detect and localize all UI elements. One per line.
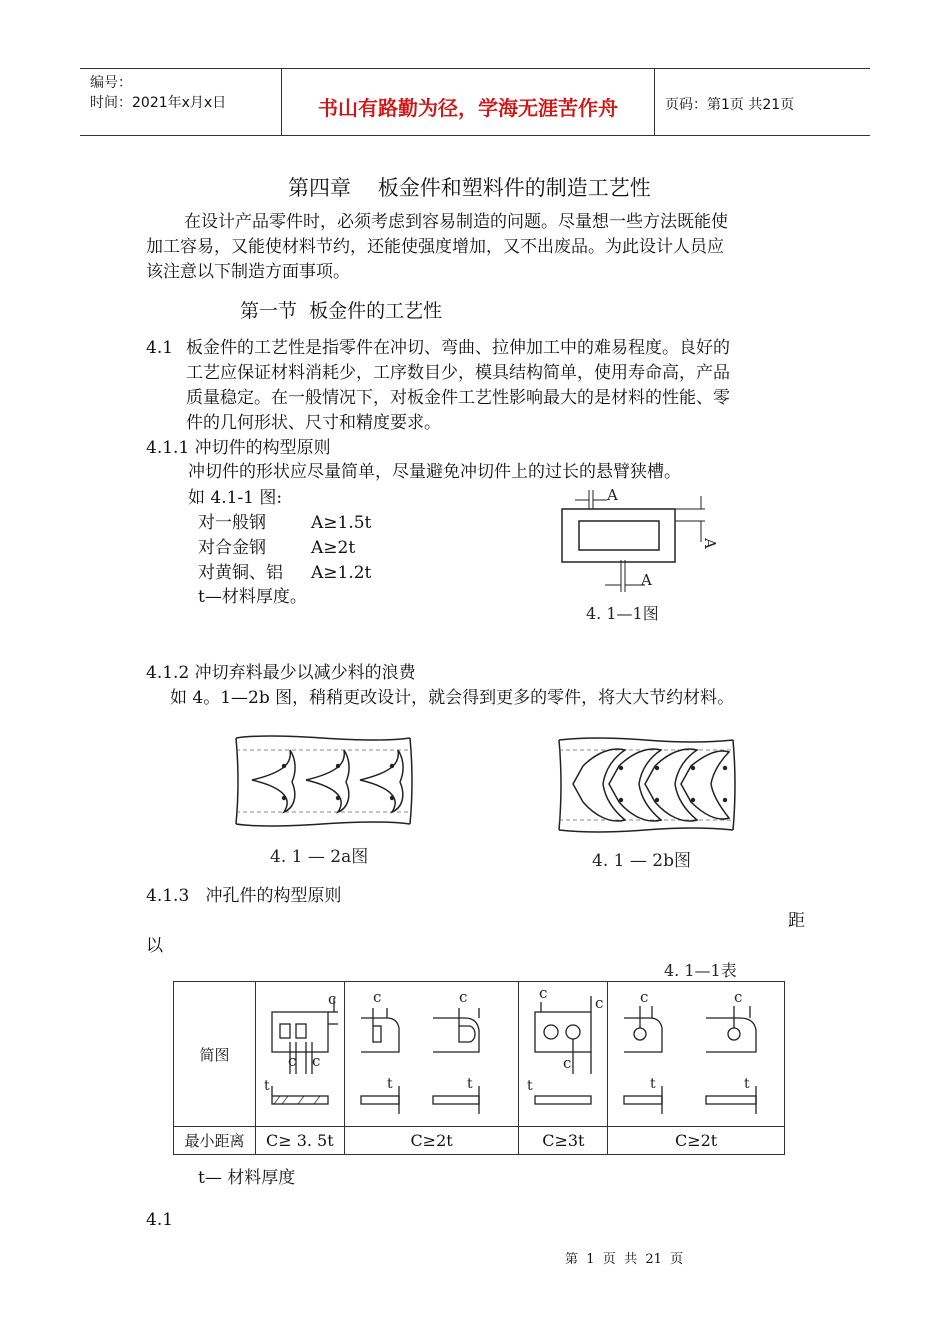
dim-c-label: c	[595, 994, 604, 1012]
figure-4-1-2a-caption: 4. 1 — 2a图	[270, 847, 369, 867]
section-4-1-3-fragment-right: 距	[788, 911, 805, 931]
material-row-1-value: A≥1.5t	[311, 513, 372, 533]
dim-t-label: t	[527, 1078, 533, 1094]
material-row-2-name: 对合金钢	[198, 538, 266, 558]
header-bottom-rule	[80, 135, 870, 136]
section-4-1-4-number: 4.1	[146, 1210, 174, 1230]
dim-t-label: t	[263, 1078, 270, 1094]
figure-4-1-2b	[555, 736, 737, 836]
dim-c-label: c	[311, 1052, 321, 1070]
intro-line-2: 加工容易，又能使材料节约，还能使强度增加，又不出废品。为此设计人员应	[146, 237, 724, 257]
section-4-1-1-desc: 冲切件的形状应尽量简单，尽量避免冲切件上的过长的悬臂狭槽。	[188, 462, 681, 482]
document-time-label: 时间：2021年x月x日	[90, 95, 227, 111]
section-4-1-line-3: 质量稳定。在一般情况下，对板金件工艺性影响最大的是材料的性能、零	[186, 388, 730, 408]
thickness-note: t—材料厚度。	[198, 587, 307, 607]
section-4-1-2-desc: 如 4。1—2b 图，稍稍更改设计，就会得到更多的零件，将大大节约材料。	[170, 688, 735, 708]
dim-c-label: c	[734, 988, 743, 1006]
table-diagram-cell-3	[519, 982, 608, 1127]
dim-c-label: c	[372, 988, 381, 1006]
material-row-1-name: 对一般钢	[198, 513, 266, 533]
chapter-title: 第四章 板金件和塑料件的制造工艺性	[288, 176, 651, 200]
section-4-1-line-1: 板金件的工艺性是指零件在冲切、弯曲、拉伸加工中的难易程度。良好的	[186, 338, 730, 358]
document-number-label: 编号：	[90, 75, 132, 91]
diagram-round-hole-near-bend	[610, 982, 782, 1122]
section-4-1-line-2: 工艺应保证材料消耗少，工序数目少，模具结构简单，使用寿命高，产品	[186, 363, 730, 383]
dim-t-label: t	[466, 1076, 473, 1092]
dim-c-label: c	[563, 1054, 572, 1072]
material-row-3-name: 对黄铜、铝	[198, 563, 283, 583]
dim-t-label: t	[650, 1076, 656, 1092]
header-top-rule	[80, 68, 870, 69]
dim-c-label: c	[640, 988, 649, 1006]
header-page-code: 页码：第1页 共21页	[665, 97, 795, 113]
figure-4-1-1-label-a-top: A	[607, 486, 618, 504]
diagram-round-holes	[521, 982, 605, 1122]
min-distance-value-1: C≥ 3. 5t	[255, 1127, 344, 1155]
table-row-label-min-distance: 最小距离	[174, 1127, 256, 1155]
section-4-1-line-4: 件的几何形状、尺寸和精度要求。	[186, 413, 441, 433]
dim-c-label: c	[458, 988, 467, 1006]
section-4-1-2-title: 4.1.2 冲切弃料最少以减少料的浪费	[146, 663, 416, 683]
material-row-3-value: A≥1.2t	[311, 563, 372, 583]
figure-4-1-1-label-a-right: A	[701, 538, 719, 549]
material-row-2-value: A≥2t	[311, 538, 356, 558]
section-title: 第一节 板金件的工艺性	[240, 300, 443, 322]
table-diagram-cell-4	[608, 982, 785, 1127]
dim-c-label: c	[287, 1052, 297, 1070]
dim-t-label: t	[744, 1076, 750, 1092]
diagram-slots-near-bend	[347, 982, 517, 1122]
min-distance-value-4: C≥2t	[608, 1127, 785, 1155]
section-4-1-1-title: 4.1.1 冲切件的构型原则	[146, 438, 331, 458]
intro-line-1: 在设计产品零件时，必须考虑到容易制造的问题。尽量想一些方法既能使	[184, 212, 728, 232]
dim-t-label: t	[386, 1076, 393, 1092]
page-footer: 第 1 页 共 21 页	[565, 1252, 684, 1267]
table-thickness-note: t— 材料厚度	[198, 1168, 296, 1188]
dim-c-label: c	[539, 984, 548, 1002]
table-row-label-diagram: 简图	[174, 982, 256, 1127]
figure-4-1-1-caption: 4. 1—1图	[586, 604, 659, 623]
figure-4-1-2a	[232, 734, 414, 830]
section-4-1-3-title: 4.1.3 冲孔件的构型原则	[146, 886, 342, 906]
header-motto: 书山有路勤为径，学海无涯苦作舟	[318, 96, 618, 120]
table-diagram-cell-1	[255, 982, 344, 1127]
table-diagram-cell-2	[344, 982, 519, 1127]
diagram-square-holes	[258, 982, 342, 1122]
min-distance-value-3: C≥3t	[519, 1127, 608, 1155]
header-divider-2	[654, 68, 655, 136]
table-4-1-1	[173, 981, 785, 1155]
section-4-1-3-fragment-left: 以	[146, 936, 163, 956]
intro-line-3: 该注意以下制造方面事项。	[146, 262, 350, 282]
figure-4-1-2b-caption: 4. 1 — 2b图	[592, 851, 691, 871]
min-distance-value-2: C≥2t	[344, 1127, 519, 1155]
figure-4-1-1-label-a-bottom: A	[641, 571, 652, 589]
table-4-1-1-caption: 4. 1—1表	[664, 961, 737, 980]
dim-c-label: c	[327, 990, 337, 1008]
section-4-1-1-ref: 如 4.1-1 图:	[188, 488, 283, 508]
section-4-1-number: 4.1	[146, 338, 174, 358]
